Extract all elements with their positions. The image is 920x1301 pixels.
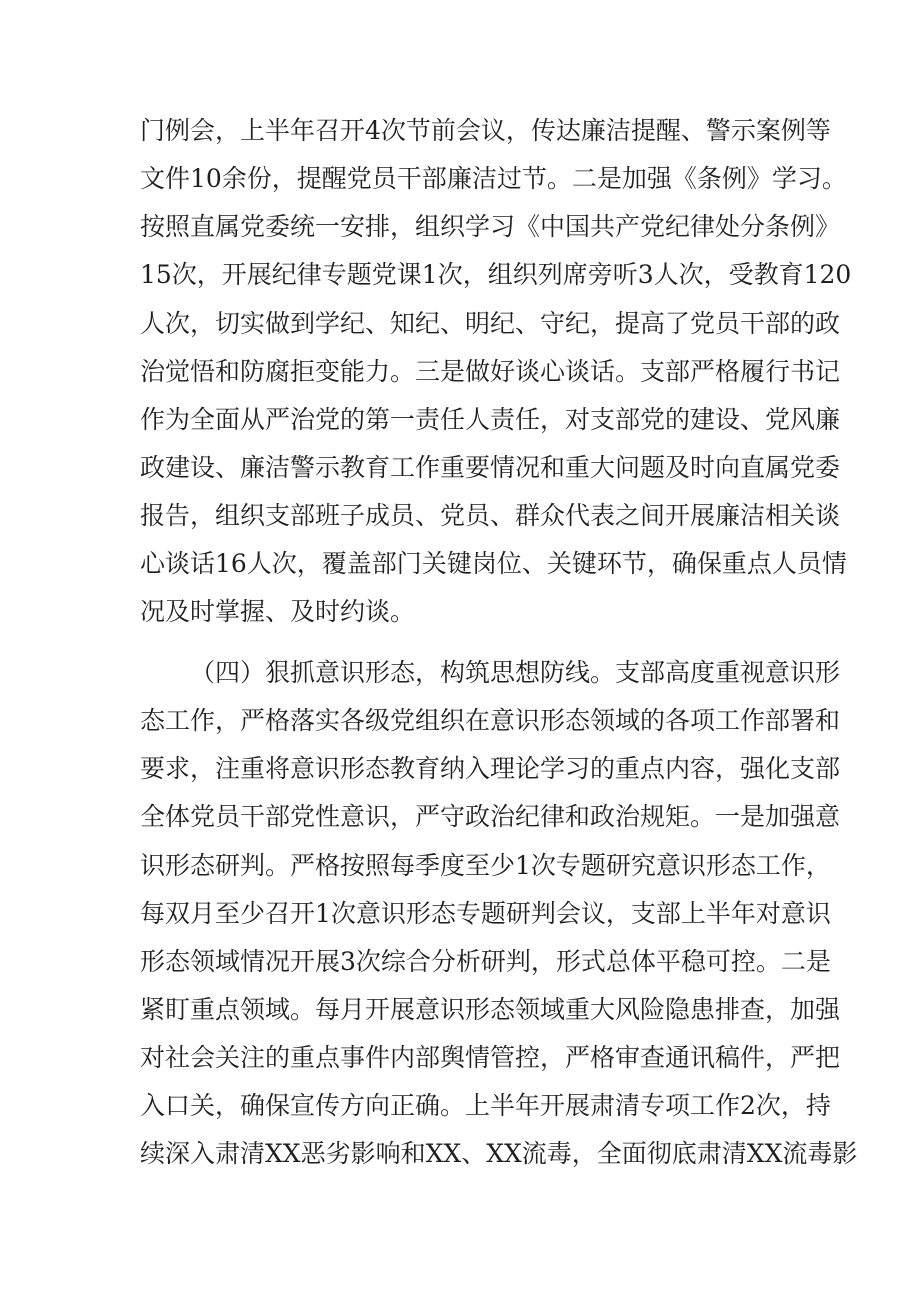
paragraph-line: 形态领域情况开展3次综合分析研判，形式总体平稳可控。二是 — [140, 947, 831, 976]
paragraph-line: 报告，组织支部班子成员、党员、群众代表之间开展廉洁相关谈 — [140, 501, 841, 530]
paragraph-line: 15次，开展纪律专题党课1次，组织列席旁听3人次，受教育120 — [140, 260, 852, 289]
paragraph-line: 续深入肃清XX恶劣影响和XX、XX流毒，全面彻底肃清XX流毒影 — [140, 1139, 858, 1168]
paragraph-line: 作为全面从严治党的第一责任人责任，对支部党的建设、党风廉 — [140, 405, 841, 434]
paragraph-line: 态工作，严格落实各级党组织在意识形态领域的各项工作部署和 — [140, 706, 841, 735]
paragraph-line: 要求，注重将意识形态教育纳入理论学习的重点内容，强化支部 — [140, 754, 841, 783]
paragraph-line: 治觉悟和防腐拒变能力。三是做好谈心谈话。支部严格履行书记 — [140, 357, 841, 386]
paragraph-line: 紧盯重点领域。每月开展意识形态领域重大风险隐患排查，加强 — [140, 995, 841, 1024]
paragraph-line: 况及时掌握、及时约谈。 — [140, 597, 416, 626]
paragraph-line: 对社会关注的重点事件内部舆情管控，严格审查通讯稿件，严把 — [140, 1043, 841, 1072]
paragraph-line: 识形态研判。严格按照每季度至少1次专题研究意识形态工作， — [140, 851, 831, 880]
paragraph-line: 按照直属党委统一安排，组织学习《中国共产党纪律处分条例》 — [140, 212, 841, 241]
paragraph-line: 人次，切实做到学纪、知纪、明纪、守纪，提高了党员干部的政 — [140, 309, 841, 338]
paragraph-line: 政建设、廉洁警示教育工作重要情况和重大问题及时向直属党委 — [140, 453, 841, 482]
paragraph-line: 心谈话16人次，覆盖部门关键岗位、关键环节，确保重点人员情 — [140, 549, 847, 578]
paragraph-line: 文件10余份，提醒党员干部廉洁过节。二是加强《条例》学习。 — [140, 164, 847, 193]
paragraph-line: 门例会，上半年召开4次节前会议，传达廉洁提醒、警示案例等 — [140, 116, 831, 145]
paragraph-line: 全体党员干部党性意识，严守政治纪律和政治规矩。一是加强意 — [140, 802, 841, 831]
paragraph-line: 每双月至少召开1次意识形态专题研判会议，支部上半年对意识 — [140, 899, 831, 928]
section-heading-line: （四）狠抓意识形态，构筑思想防线。支部高度重视意识形 — [190, 658, 841, 687]
paragraph-line: 入口关，确保宣传方向正确。上半年开展肃清专项工作2次，持 — [140, 1091, 831, 1120]
